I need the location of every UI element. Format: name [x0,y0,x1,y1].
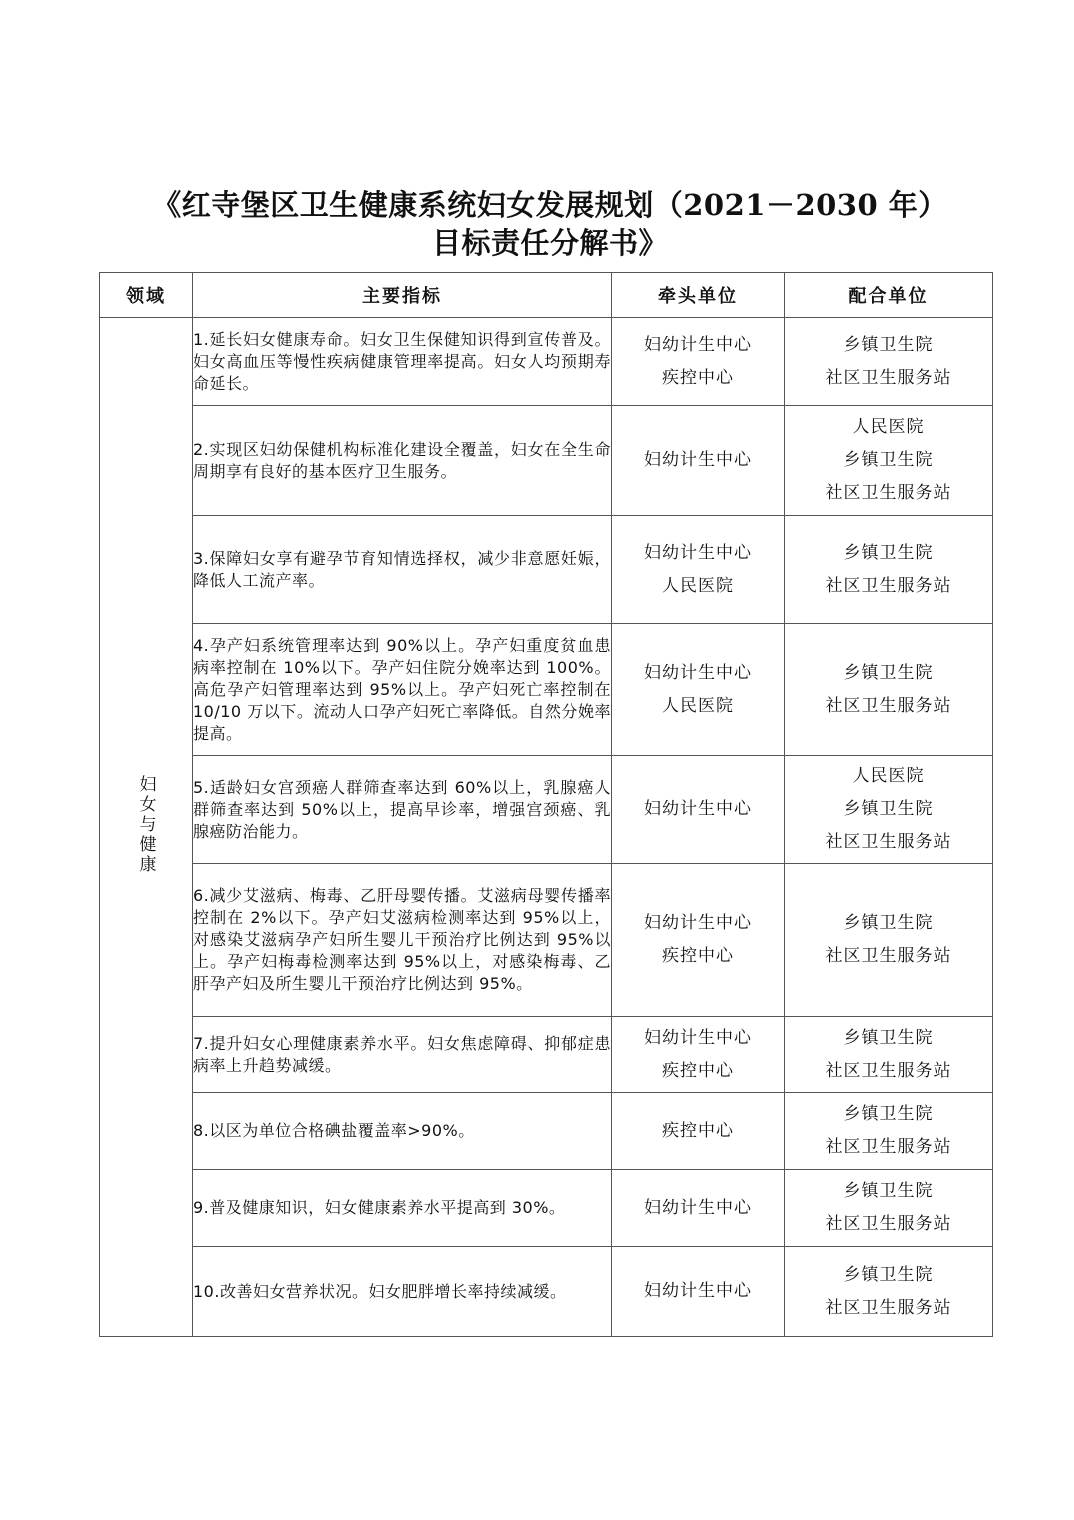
lead-unit: 妇幼计生中心 [644,662,752,683]
indicator-cell: 3.保障妇女享有避孕节育知情选择权，减少非意愿妊娠，降低人工流产率。 [193,516,612,624]
support-unit: 社区卫生服务站 [825,946,952,966]
support-unit: 乡镇卫生院 [843,334,934,355]
indicator-cell: 5.适龄妇女宫颈癌人群筛查率达到 60%以上，乳腺癌人群筛查率达到 50%以上，提高早诊率，增强宫颈癌、乳腺癌防治能力。 [193,756,612,864]
title-line-1: 《红寺堡区卫生健康系统妇女发展规划（2021－2030 年） [152,188,948,222]
lead-unit-cell [612,516,785,624]
indicator-cell: 2.实现区妇幼保健机构标准化建设全覆盖，妇女在全生命周期享有良好的基本医疗卫生服务。 [193,406,612,516]
lead-unit-cell [612,1247,785,1337]
support-unit-cell [785,624,993,756]
title-line-2: 目标责任分解书》 [431,226,668,260]
responsibility-table [99,272,993,1337]
support-unit: 社区卫生服务站 [825,832,952,852]
lead-unit: 妇幼计生中心 [644,913,752,933]
lead-unit-cell [612,1093,785,1170]
support-unit: 社区卫生服务站 [825,1214,952,1234]
lead-unit: 妇幼计生中心 [644,1281,752,1301]
document-title [0,186,1074,262]
table-row [100,1093,993,1170]
indicator-cell: 9.普及健康知识，妇女健康素养水平提高到 30%。 [193,1170,612,1247]
support-unit-cell [785,1247,993,1337]
support-unit: 乡镇卫生院 [843,542,934,563]
support-unit: 乡镇卫生院 [843,913,934,933]
header-lead-unit: 牵头单位 [612,273,785,318]
table-row [100,318,993,406]
table-row [100,516,993,624]
support-unit: 乡镇卫生院 [843,1027,934,1048]
header-domain: 领域 [100,273,193,318]
support-unit: 社区卫生服务站 [825,1060,952,1081]
lead-unit: 妇幼计生中心 [644,542,752,563]
lead-unit-cell [612,406,785,516]
support-unit-cell [785,406,993,516]
header-support-unit: 配合单位 [785,273,993,318]
lead-unit: 疾控中心 [662,1120,734,1141]
support-unit-cell [785,516,993,624]
lead-unit: 妇幼计生中心 [644,799,752,819]
support-unit: 乡镇卫生院 [843,450,934,470]
indicator-cell: 6.减少艾滋病、梅毒、乙肝母婴传播。艾滋病母婴传播率控制在 2%以下。孕产妇艾滋病检测率达到 95%以上，对感染艾滋病孕产妇所生婴儿干预治疗比例达到 95%以上。孕产妇梅毒检测率达到 95%以上，对感染梅毒、乙肝孕产妇及所生婴儿干预治疗比例达到 95%。 [193,864,612,1017]
lead-unit: 妇幼计生中心 [644,1197,752,1218]
lead-unit: 人民医院 [662,695,734,716]
lead-unit-cell [612,756,785,864]
lead-unit: 人民医院 [662,575,734,596]
table-header-row [100,273,993,318]
support-unit: 乡镇卫生院 [843,662,934,683]
lead-unit: 妇幼计生中心 [644,450,752,470]
lead-unit: 疾控中心 [662,1060,734,1081]
support-unit-cell [785,864,993,1017]
support-unit: 社区卫生服务站 [825,575,952,596]
table-row [100,406,993,516]
support-unit: 乡镇卫生院 [843,1181,934,1201]
table-row [100,1247,993,1337]
support-unit: 社区卫生服务站 [825,483,952,503]
support-unit-cell [785,1017,993,1093]
lead-unit: 疾控中心 [662,946,734,966]
domain-cell [100,318,193,1337]
support-unit: 社区卫生服务站 [825,695,952,716]
table-row [100,624,993,756]
support-unit-cell [785,318,993,406]
support-unit: 社区卫生服务站 [825,1297,952,1318]
table-row [100,756,993,864]
lead-unit: 疾控中心 [662,367,734,388]
support-unit-cell [785,1170,993,1247]
support-unit: 人民医院 [852,417,925,437]
indicator-cell: 4.孕产妇系统管理率达到 90%以上。孕产妇重度贫血患病率控制在 10%以下。孕产妇住院分娩率达到 100%。高危孕产妇管理率达到 95%以上。孕产妇死亡率控制在 10/10 万以下。流动人口孕产妇死亡率降低。自然分娩率提高。 [193,624,612,756]
indicator-cell: 10.改善妇女营养状况。妇女肥胖增长率持续减缓。 [193,1247,612,1337]
support-unit: 乡镇卫生院 [843,1264,934,1285]
lead-unit-cell [612,318,785,406]
header-indicator: 主要指标 [193,273,612,318]
table-row [100,864,993,1017]
support-unit: 乡镇卫生院 [843,1104,934,1124]
lead-unit-cell [612,1017,785,1093]
support-unit: 社区卫生服务站 [825,1137,952,1157]
table-row [100,1017,993,1093]
support-unit: 乡镇卫生院 [843,799,934,819]
lead-unit-cell [612,864,785,1017]
indicator-cell: 8.以区为单位合格碘盐覆盖率>90%。 [193,1093,612,1170]
support-unit: 社区卫生服务站 [825,367,952,388]
support-unit-cell [785,1093,993,1170]
lead-unit-cell [612,624,785,756]
indicator-cell: 1.延长妇女健康寿命。妇女卫生保健知识得到宣传普及。妇女高血压等慢性疾病健康管理率提高。妇女人均预期寿命延长。 [193,318,612,406]
indicator-cell: 7.提升妇女心理健康素养水平。妇女焦虑障碍、抑郁症患病率上升趋势减缓。 [193,1017,612,1093]
lead-unit-cell [612,1170,785,1247]
table-row [100,1170,993,1247]
lead-unit: 妇幼计生中心 [644,1027,752,1048]
domain-label: 妇女与健康 [135,775,156,875]
support-unit: 人民医院 [852,766,925,786]
support-unit-cell [785,756,993,864]
lead-unit: 妇幼计生中心 [644,334,752,355]
